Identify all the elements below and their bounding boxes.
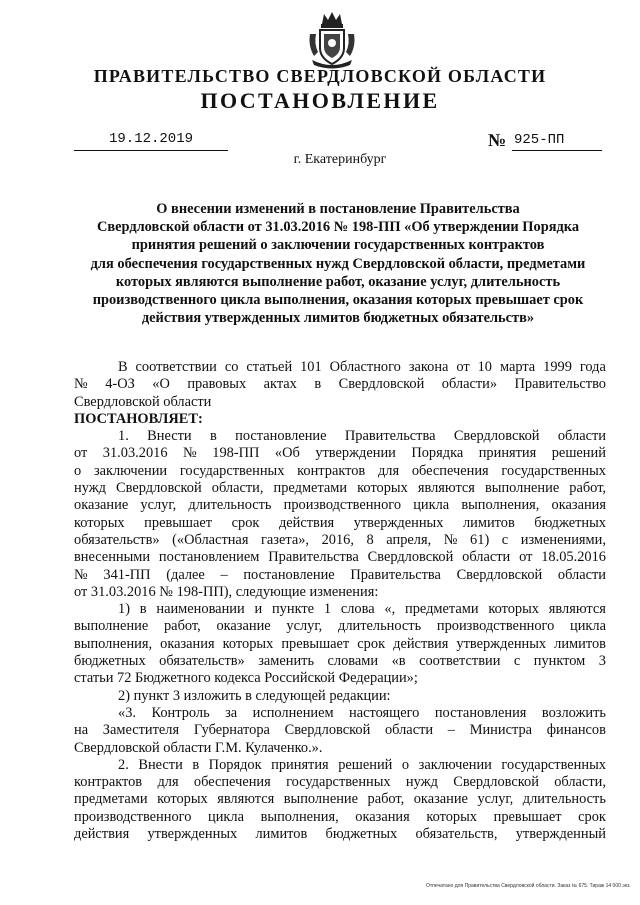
body-line: от 31.03.2016 № 198-ПП «Об утверждении Порядка принятия решений — [74, 445, 606, 462]
body-line: нужд Свердловской области, предметами которых являются выполнение работ, — [74, 480, 606, 497]
body-line: № 4-ОЗ «О правовых актах в Свердловской области» Правительство — [74, 376, 606, 393]
body-line: 1) в наименовании и пункте 1 слова «, предметами которых являются — [118, 601, 606, 618]
title-line: для обеспечения государственных нужд Свердловской области, предметами — [90, 255, 586, 272]
decree-number: 925-ПП — [514, 132, 565, 148]
title-line: которых являются выполнение работ, оказание услуг, длительность — [115, 273, 561, 290]
body-line: Свердловской области Г.М. Кулаченко.». — [74, 739, 323, 756]
body-line: 1. Внести в постановление Правительства Свердловской области — [118, 428, 606, 445]
title-line: Свердловской области от 31.03.2016 № 198-ПП «Об утверждении Порядка — [96, 219, 580, 236]
title-line: принятия решений о заключении государственных контрактов — [131, 237, 545, 254]
title-line: О внесении изменений в постановление Правительства — [156, 201, 520, 217]
decree-body — [74, 359, 606, 843]
number-label: № — [488, 130, 507, 150]
body-line: выполнение работ, оказание услуг, длительность производственного цикла — [74, 618, 606, 635]
body-line: 2. Внести в Порядок принятия решений о заключении государственных — [118, 756, 606, 773]
title-line: производственного цикла выполнения, оказания которых превышает срок — [92, 292, 584, 309]
body-line: от 31.03.2016 № 198-ПП), следующие изменения: — [74, 583, 379, 600]
date-underline — [74, 150, 228, 151]
body-line: на Заместителя Губернатора Свердловской области – Министра финансов — [74, 722, 606, 739]
body-line: контрактов для обеспечения государственных нужд Свердловской области, — [74, 774, 606, 791]
body-line: выполнения, оказания которых превышает срок действия утвержденных лимитов — [74, 635, 606, 652]
coat-of-arms-emblem — [306, 10, 358, 70]
body-line: действия утвержденных лимитов бюджетных обязательств, утвержденный — [74, 826, 606, 843]
body-line: № 341-ПП (далее – постановление Правительства Свердловской области — [74, 566, 606, 583]
body-line: Свердловской области — [74, 393, 212, 410]
body-line: производственного цикла выполнения, оказания которых превышает срок — [74, 808, 606, 825]
body-line: бюджетных обязательств» заменить словами «в соответствии с пунктом 3 — [74, 653, 606, 670]
title-line: действия утвержденных лимитов бюджетных обязательств» — [141, 310, 535, 327]
body-line: которых превышает срок действия утвержденных лимитов бюджетных — [74, 514, 606, 531]
body-line: внесенными постановлением Правительства Свердловской области от 18.05.2016 — [74, 549, 606, 566]
body-line: обязательств» («Областная газета», 2016, 8 апреля, № 61) с изменениями, — [74, 531, 606, 548]
document-type: ПОСТАНОВЛЕНИЕ — [200, 88, 440, 113]
body-line: предметами которых являются выполнение работ, оказание услуг, длительность — [74, 791, 606, 808]
body-line: оказание услуг, длительность производственного цикла выполнения, оказания — [74, 497, 606, 514]
government-name: ПРАВИТЕЛЬСТВО СВЕРДЛОВСКОЙ ОБЛАСТИ — [93, 66, 547, 86]
decree-date: 19.12.2019 — [108, 131, 193, 147]
number-underline — [512, 150, 602, 151]
resolves-heading: ПОСТАНОВЛЯЕТ: — [74, 410, 203, 427]
city: г. Екатеринбург — [293, 152, 387, 167]
body-line: 2) пункт 3 изложить в следующей редакции: — [118, 687, 391, 704]
body-line: статьи 72 Бюджетного кодекса Российской Федерации»; — [74, 670, 418, 687]
body-line: «3. Контроль за исполнением настоящего постановления возложить — [118, 704, 606, 721]
body-line: о заключении государственных контрактов для обеспечения государственных — [74, 462, 606, 479]
decree-title — [74, 200, 602, 327]
body-line: В соответствии со статьей 101 Областного закона от 10 марта 1999 года — [118, 359, 606, 375]
print-footer-note: Отпечатано для Правительства Свердловской области. Заказ № 675. Тираж 14 000 экз. — [426, 883, 631, 889]
